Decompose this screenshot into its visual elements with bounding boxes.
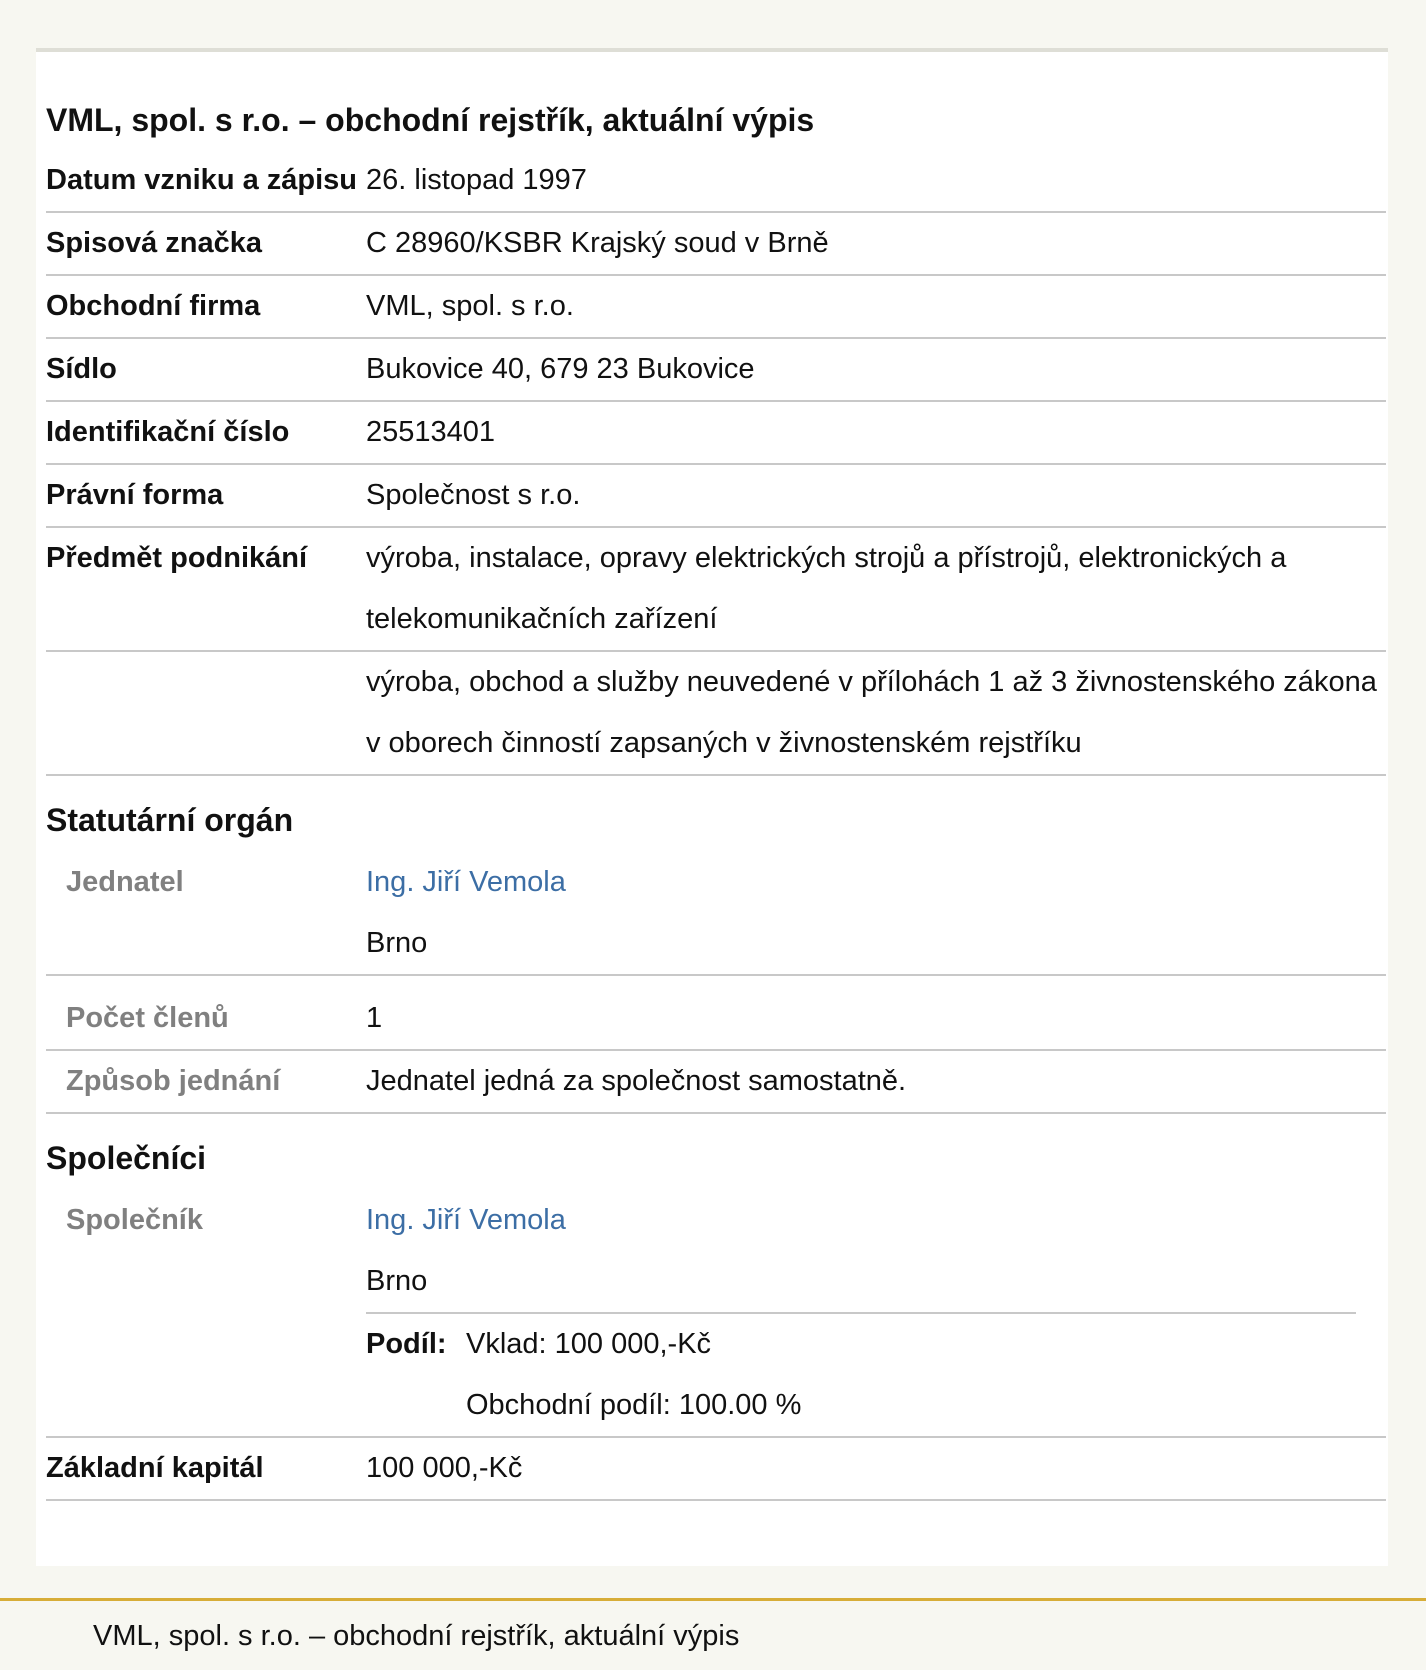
podil-block xyxy=(366,1312,1356,1436)
row-value: výroba, obchod a služby neuvedené v přílohách 1 až 3 živnostenského zákona v oborech činností zapsaných v živnostenském rejstříku xyxy=(366,666,1377,759)
row-label: Společník xyxy=(66,1204,203,1236)
page-title: VML, spol. s r.o. – obchodní rejstřík, aktuální výpis xyxy=(46,102,815,138)
section-statutarni-organ: Statutární orgán xyxy=(46,802,294,838)
jednatel-name-link[interactable]: Ing. Jiří Vemola xyxy=(366,866,566,898)
row-predmet-podnikani-2 xyxy=(46,652,1386,776)
spolecnik-city: Brno xyxy=(366,1265,428,1297)
footer-caption: VML, spol. s r.o. – obchodní rejstřík, aktuální výpis xyxy=(93,1620,740,1652)
registry-content xyxy=(46,104,1386,1501)
row-value: výroba, instalace, opravy elektrických strojů a přístrojů, elektronických a telekomunikačních zařízení xyxy=(366,542,1287,635)
row-label: Jednatel xyxy=(66,866,184,898)
registry-card xyxy=(36,48,1388,1566)
section-spolecnici: Společníci xyxy=(46,1140,207,1176)
row-value: 26. listopad 1997 xyxy=(366,164,587,196)
row-label: Způsob jednání xyxy=(66,1065,281,1097)
row-value: 25513401 xyxy=(366,416,496,448)
spolecnik-name-link[interactable]: Ing. Jiří Vemola xyxy=(366,1204,566,1236)
row-value: 100 000,-Kč xyxy=(366,1452,523,1484)
row-obchodni-firma xyxy=(46,276,1386,339)
row-value: Bukovice 40, 679 23 Bukovice xyxy=(366,353,755,385)
footer xyxy=(0,1598,1426,1670)
row-value: VML, spol. s r.o. xyxy=(366,290,574,322)
obchodni-podil-value: Obchodní podíl: 100.00 % xyxy=(466,1389,802,1421)
row-label: Předmět podnikání xyxy=(46,542,308,574)
row-zakladni-kapital xyxy=(46,1438,1386,1501)
podil-label: Podíl: xyxy=(366,1328,447,1360)
row-label: Sídlo xyxy=(46,353,117,385)
row-sidlo xyxy=(46,339,1386,402)
row-pocet-clenu xyxy=(46,976,1386,1051)
row-datum-vzniku xyxy=(46,150,1386,213)
row-value: C 28960/KSBR Krajský soud v Brně xyxy=(366,227,829,259)
row-label: Počet členů xyxy=(66,1002,229,1034)
jednatel-city: Brno xyxy=(366,927,428,959)
row-value: Společnost s r.o. xyxy=(366,479,581,511)
row-jednatel xyxy=(46,852,1386,976)
row-zpusob-jednani xyxy=(46,1051,1386,1114)
row-label: Základní kapitál xyxy=(46,1452,264,1484)
row-value: Jednatel jedná za společnost samostatně. xyxy=(366,1065,907,1097)
vklad-value: Vklad: 100 000,-Kč xyxy=(466,1328,712,1360)
row-value: 1 xyxy=(366,1002,383,1034)
row-pravni-forma xyxy=(46,465,1386,528)
row-label: Obchodní firma xyxy=(46,290,261,322)
row-label: Právní forma xyxy=(46,479,224,511)
row-label: Spisová značka xyxy=(46,227,262,259)
row-spolecnik xyxy=(46,1190,1386,1438)
row-value xyxy=(366,852,1386,974)
row-label xyxy=(46,652,366,774)
row-predmet-podnikani xyxy=(46,528,1386,652)
row-label: Identifikační číslo xyxy=(46,416,290,448)
row-label: Datum vzniku a zápisu xyxy=(46,164,358,196)
podil-values xyxy=(466,1314,801,1436)
row-value xyxy=(366,1190,1386,1436)
row-spisova-znacka xyxy=(46,213,1386,276)
row-identifikacni-cislo xyxy=(46,402,1386,465)
